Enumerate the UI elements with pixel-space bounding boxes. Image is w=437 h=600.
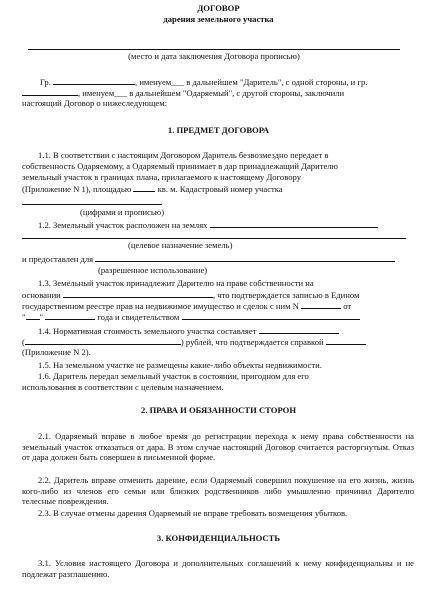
clause-1-3-line-4-c: года и свидетельством [97, 312, 180, 322]
caption-use: (разрешенное использование) [98, 265, 208, 275]
value-in-words-field[interactable] [25, 336, 181, 345]
clause-2-1: 2.1. Одаряемый вправе в любое время до регистрации перехода к нему права собственности на земельный участок отказаться от дара. В этом случае настоящий Договор считается расторгнутым. Отказ от дара должен быть совершен в письменной форме. [22, 431, 414, 463]
land-category-line-2[interactable] [22, 238, 406, 239]
clause-1-4-line-3: (Приложение N 2). [22, 347, 91, 357]
parties-line-1-a: Гр. [40, 77, 51, 87]
clause-2-3: 2.3. В случае отмены дарения Одаряемый не вправе требовать возмещения убытков. [38, 508, 348, 518]
donor-name-field[interactable] [53, 76, 135, 85]
cadastral-number-field[interactable] [22, 204, 162, 205]
clause-1-5: 1.5. На земельном участке не размещены какие-либо объекты недвижимости. [38, 360, 322, 370]
paren-open: ( [22, 337, 25, 347]
clause-1-4-line-1-text: 1.4. Нормативная стоимость земельного участка составляет [38, 326, 257, 336]
certificate-field[interactable] [182, 311, 360, 320]
caption-purpose: (целевое назначение земель) [128, 240, 233, 250]
land-category-field[interactable] [210, 219, 378, 228]
clause-1-4-line-1 [38, 325, 339, 337]
registry-day-field[interactable] [26, 311, 40, 320]
ownership-basis-field[interactable] [63, 289, 213, 298]
registry-number-field[interactable] [301, 300, 341, 309]
clause-1-2-a-text: 1.2. Земельный участок расположен на землях [38, 220, 208, 230]
clause-1-3-line-2 [22, 289, 359, 301]
document-subtitle: дарения земельного участка [163, 14, 274, 24]
clause-1-2-a [38, 219, 378, 231]
section-1-heading: 1. ПРЕДМЕТ ДОГОВОРА [167, 125, 270, 135]
clause-1-6-line-2: использования в соответствии с целевым назначением. [22, 382, 224, 392]
clause-1-3-line-3-a: государственном реестре прав на недвижимое имущество и сделок с ним N [22, 301, 299, 311]
place-date-line[interactable] [28, 49, 400, 50]
parties-line-1 [40, 76, 367, 88]
document-title: ДОГОВОР [197, 3, 240, 13]
clause-1-3-line-1: 1.3. Земельный участок принадлежит Дарителю на праве собственности на [38, 278, 314, 288]
parties-line-2-text: , именуем___ в дальнейшем "Одаряемый", с другой стороны, заключили [78, 88, 345, 98]
clause-1-1-line-2: собственность Одаряемому, а Одаряемый принимает в дар принадлежащий Дарителю [22, 161, 338, 171]
parties-line-2 [22, 87, 344, 99]
permitted-use-field[interactable] [95, 253, 395, 262]
clause-1-3-line-2-a: основании [22, 290, 61, 300]
clause-1-3-line-3-b: от [343, 301, 352, 311]
registry-month-field[interactable] [45, 311, 95, 320]
clause-1-1-line-4-b: кв. м. Кадастровый номер участка [157, 184, 283, 194]
clause-1-3-line-4 [22, 311, 360, 323]
clause-1-4-line-2-c: ) рублей, что подтверждается справкой [180, 337, 324, 347]
caption-digits: (цифрами и прописью) [80, 207, 165, 217]
clause-1-1-line-4-a: (Приложение N 1), площадью [22, 184, 132, 194]
clause-1-3-line-3 [22, 300, 351, 312]
clause-1-4-line-2 [22, 336, 366, 348]
section-3-heading: 3. КОНФИДЕНЦИАЛЬНОСТЬ [156, 533, 281, 543]
clause-3-1: 3.1. Условия настоящего Договора и дополнительных соглашений к нему конфиденциальны и не подлежат разглашению. [22, 558, 414, 579]
standard-value-field[interactable] [259, 325, 339, 334]
parties-line-1-b: , именуем___ в дальнейшем "Даритель", с одной стороны, и гр. [135, 77, 368, 87]
place-date-caption: (место и дата заключения Договора прописью) [128, 51, 300, 61]
clause-1-1-line-4 [22, 183, 283, 195]
clause-1-1-line-1: 1.1. В соответствии с настоящим Договором Даритель безвозмездно передает в [38, 150, 329, 160]
clause-1-2-b-text: и предоставлен для [22, 254, 94, 264]
parties-line-3: настоящий Договор о нижеследующем: [22, 98, 168, 108]
quote-close: " [39, 312, 44, 322]
area-field[interactable] [133, 183, 155, 192]
clause-1-3-line-2-b: , что подтверждается записью в Едином [212, 290, 360, 300]
quote-open: " [22, 312, 26, 322]
donee-name-field[interactable] [22, 87, 78, 96]
certificate-ref-field[interactable] [326, 336, 366, 345]
clause-2-2: 2.2. Даритель вправе отменить дарение, если Одаряемый совершил покушение на его жизнь, жизнь кого-либо из членов его семьи или близких родственников либо умышленно причинил Дарителю телесные повреждения. [22, 475, 414, 507]
clause-1-1-line-3: земельный участок в границах плана, прилагаемого к настоящему Договору [22, 172, 301, 182]
section-2-heading: 2. ПРАВА И ОБЯЗАННОСТИ СТОРОН [140, 405, 297, 415]
clause-1-6-line-1: 1.6. Даритель передал земельный участок в состоянии, пригодном для его [38, 371, 309, 381]
clause-1-2-b [22, 253, 395, 265]
